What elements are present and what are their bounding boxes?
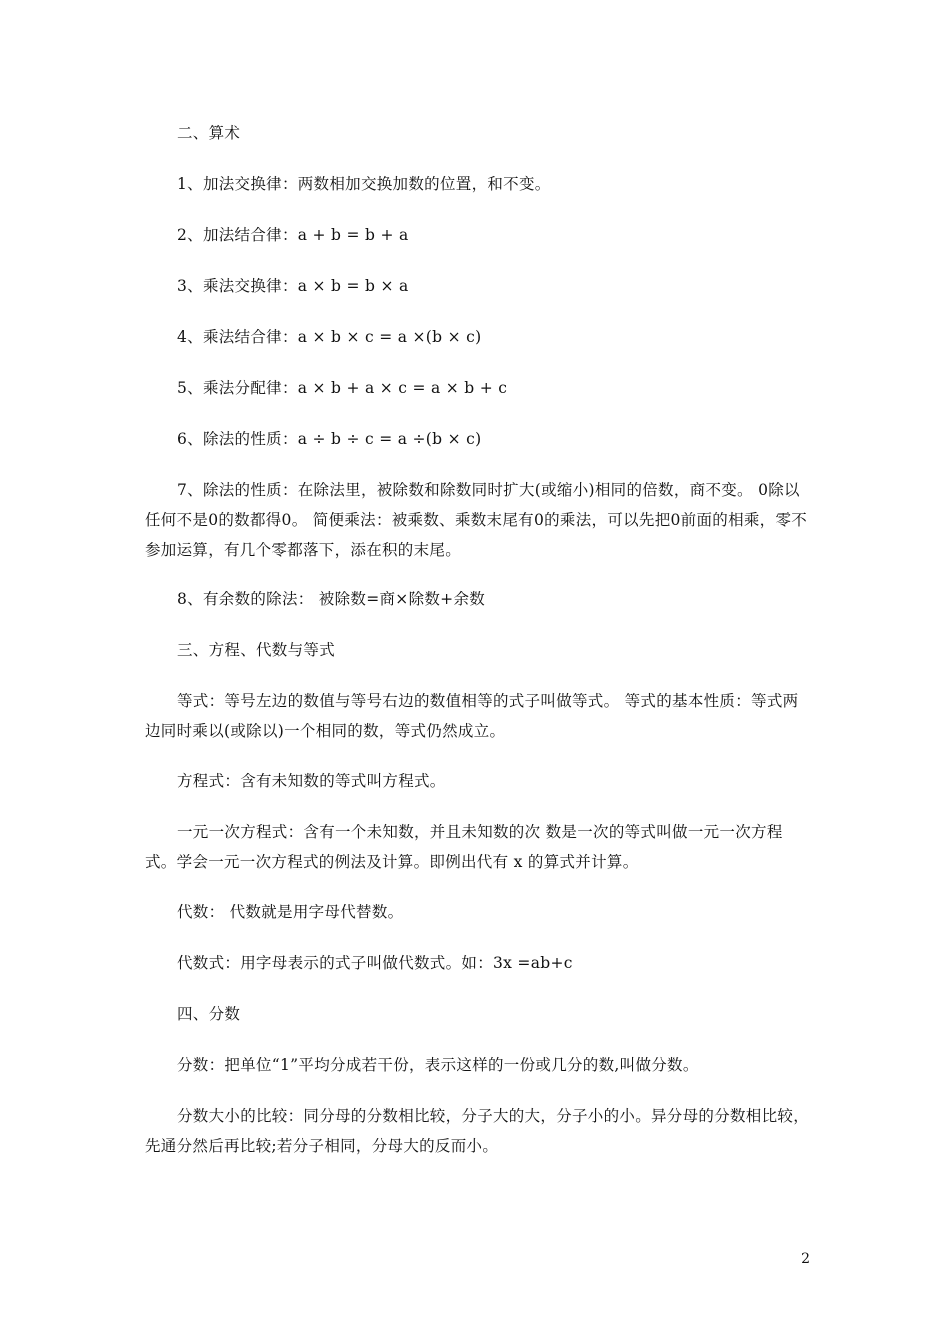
paragraph-algebra: 代数： 代数就是用字母代替数。: [177, 903, 404, 921]
paragraph-linear-equation: 一元一次方程式：含有一个未知数，并且未知数的次 数是一次的等式叫做一元一次方程式。学会一元一次方程式的例法及计算。即例出代有 x 的算式并计算。: [145, 823, 783, 871]
paragraph-division-property-1: 6、除法的性质：a ÷ b ÷ c = a ÷(b × c): [177, 430, 482, 448]
section-heading-fractions: 四、分数: [177, 1005, 241, 1023]
paragraph-multiplication-commutative: 3、乘法交换律：a × b = b × a: [177, 277, 409, 295]
paragraph-fraction-comparison: 分数大小的比较：同分母的分数相比较，分子大的大，分子小的小。异分母的分数相比较，先通分然后再比较;若分子相同，分母大的反而小。: [145, 1107, 810, 1155]
section-heading-equations: 三、方程、代数与等式: [177, 641, 336, 659]
paragraph-equality: 等式：等号左边的数值与等号右边的数值相等的式子叫做等式。 等式的基本性质：等式两边同时乘以(或除以)一个相同的数，等式仍然成立。: [145, 692, 799, 740]
paragraph-fraction-definition: 分数：把单位“1”平均分成若干份，表示这样的一份或几分的数,叫做分数。: [177, 1056, 699, 1074]
paragraph-multiplication-associative: 4、乘法结合律：a × b × c = a ×(b × c): [177, 328, 482, 346]
paragraph-algebraic-expression: 代数式：用字母表示的式子叫做代数式。如：3x =ab+c: [177, 954, 573, 972]
page-number: 2: [801, 1251, 810, 1267]
section-heading-arithmetic: 二、算术: [177, 124, 241, 142]
paragraph-division-with-remainder: 8、有余数的除法： 被除数=商×除数+余数: [177, 590, 486, 608]
paragraph-addition-commutative: 1、加法交换律：两数相加交换加数的位置，和不变。: [177, 175, 551, 193]
paragraph-addition-associative: 2、加法结合律：a + b = b + a: [177, 226, 409, 244]
paragraph-equation: 方程式：含有未知数的等式叫方程式。: [177, 772, 446, 790]
paragraph-division-property-2: 7、除法的性质：在除法里，被除数和除数同时扩大(或缩小)相同的倍数，商不变。 0除以任何不是0的数都得0。 简便乘法：被乘数、乘数末尾有0的乘法，可以先把0前面的相乘，零不参加运算，有几个零都落下，添在积的末尾。: [145, 481, 808, 559]
paragraph-multiplication-distributive: 5、乘法分配律：a × b + a × c = a × b + c: [177, 379, 508, 397]
